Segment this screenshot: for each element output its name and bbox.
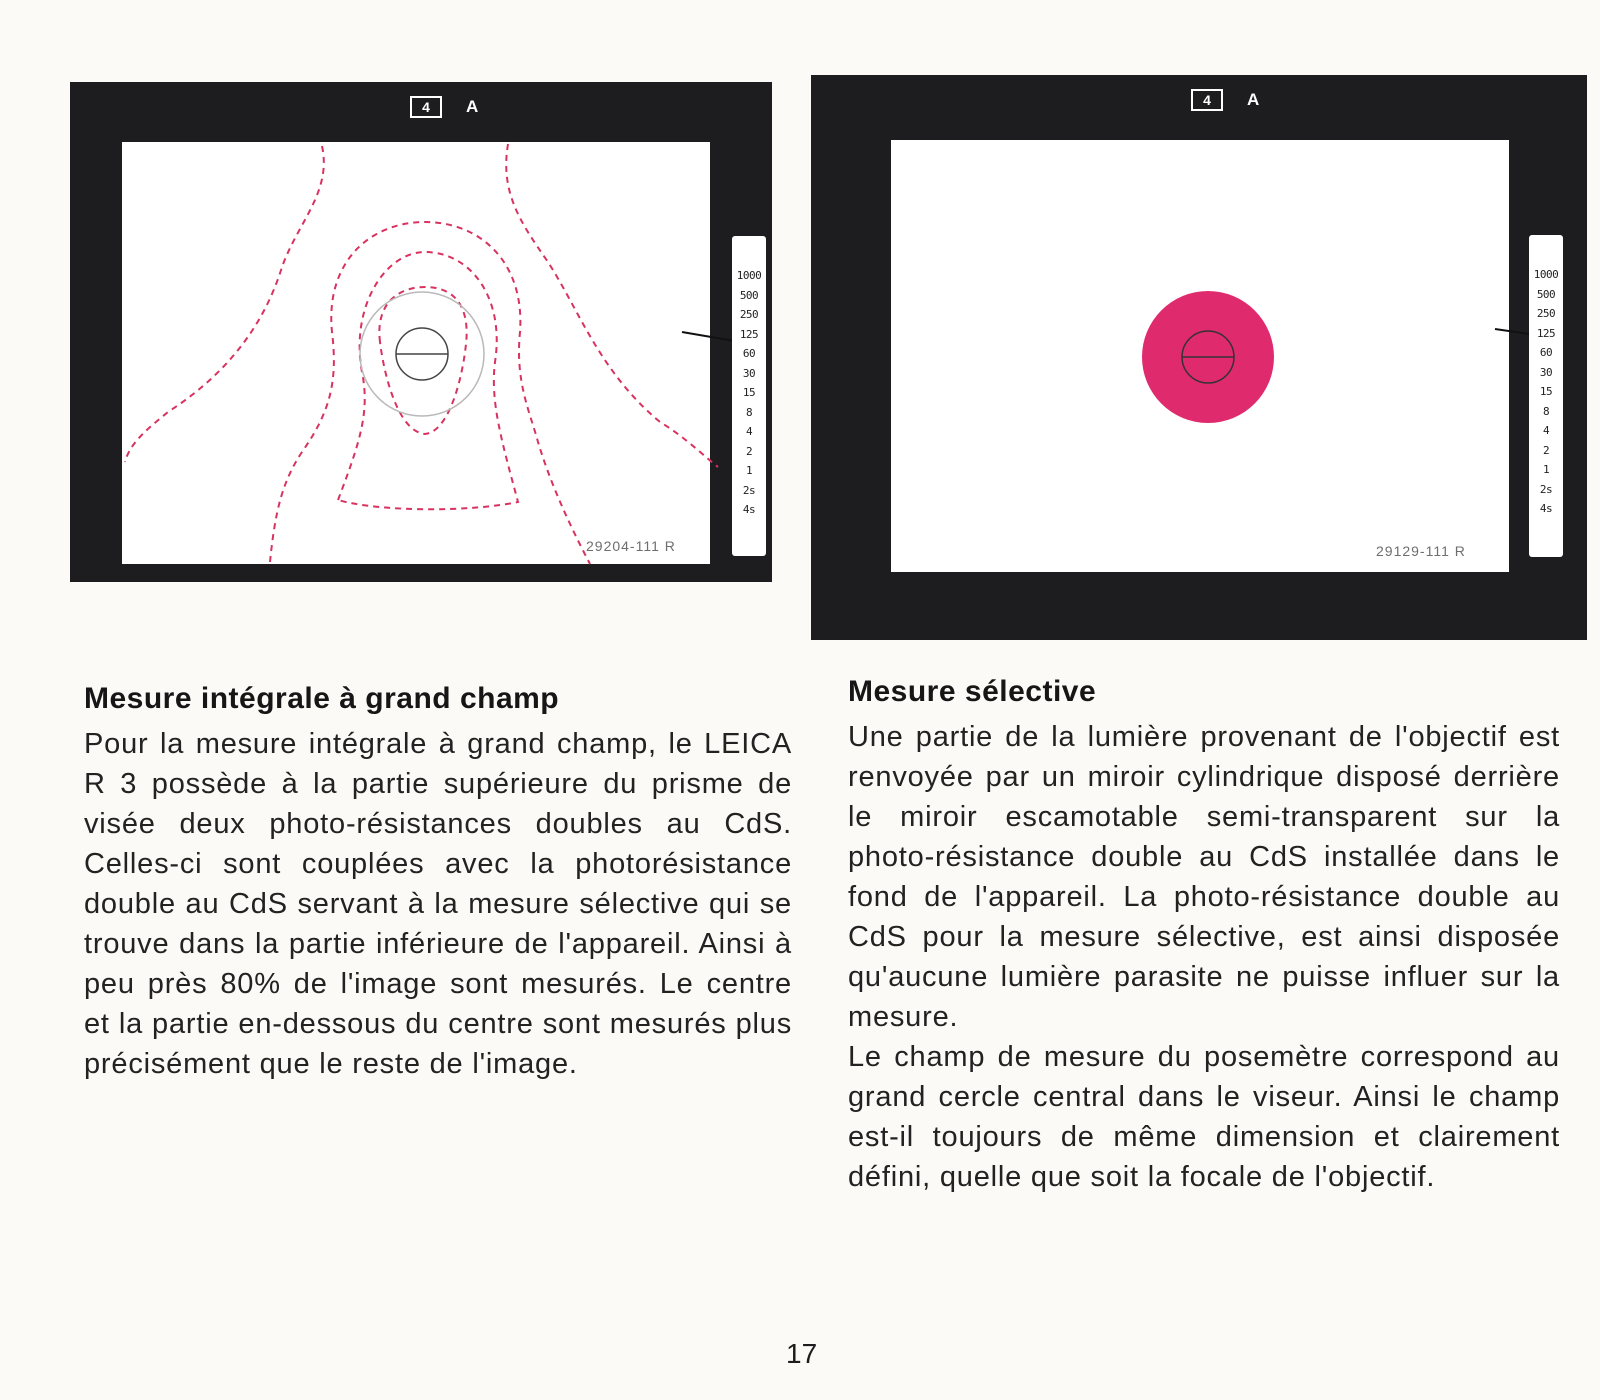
shutter-speed-value: 30 [742,366,756,380]
shutter-speed-value: 4 [1542,424,1550,437]
selective-metering-viewfinder [811,75,1587,640]
shutter-speed-scale [1529,235,1563,557]
viewfinder-image-area [122,142,710,564]
shutter-speed-value: 500 [739,288,759,302]
section-heading: Mesure sélective [848,675,1097,708]
shutter-speed-value: 2s [1539,482,1553,496]
shutter-speed-value: 60 [1539,346,1553,359]
shutter-speed-scale [732,236,766,556]
shutter-speed-value: 15 [742,386,756,399]
selective-metering-section [848,675,1560,1197]
shutter-speed-value: 1 [745,464,753,477]
section-body-paragraph-1: Une partie de la lumière provenant de l'objectif est renvoyée par un miroir cylindrique disposé derrière le miroir escamotable semi-transparent sur la photo-résistance double au CdS installée dans le fond de l'appareil. La photo-résistance double au CdS pour la mesure sélective, est ainsi disposée qu'aucune lumière parasite ne puisse influer sur la mesure. [848,721,1560,1033]
shutter-speed-value: 1 [1542,463,1550,476]
flash-ready-icon: 4 [1191,89,1223,111]
section-body-paragraph-2: Le champ de mesure du posemètre correspond au grand cercle central dans le viseur. Ainsi le champ est-il toujours de même dimension et clairement défini, quelle que soit la focale de l'objectif. [848,1041,1560,1193]
selective-metering-field [811,75,1587,640]
page-number: 17 [786,1338,818,1369]
shutter-speed-value: 60 [742,347,756,360]
shutter-speed-value: 2s [742,483,756,497]
viewfinder-top-display [1191,89,1259,111]
section-body: Pour la mesure intégrale à grand champ, le LEICA R 3 possède à la partie supérieure du prisme de visée deux photo-résistances doubles au CdS. Celles-ci sont couplées avec la photorésistance double au CdS servant à la mesure sélective qui se trouve dans la partie inférieure de l'appareil. Ainsi à peu près 80% de l'image sont mesurés. Le centre et la partie en-dessous du centre sont mesurés plus précisément que le reste de l'image. [84,728,792,1080]
integral-metering-viewfinder [70,82,772,582]
integral-metering-field [70,82,772,582]
shutter-speed-value: 2 [1542,443,1550,457]
section-heading: Mesure intégrale à grand champ [84,682,560,715]
shutter-speed-value: 250 [739,308,759,321]
exposure-mode-indicator: A [466,97,479,116]
flash-ready-icon: 4 [410,96,442,118]
shutter-speed-value: 1000 [736,269,762,282]
shutter-speed-value: 250 [1536,307,1556,320]
shutter-speed-value: 2 [745,444,753,458]
integral-metering-section [84,682,792,1084]
shutter-speed-value: 125 [739,327,759,341]
shutter-speed-value: 15 [1539,385,1553,398]
shutter-speed-value: 500 [1536,287,1556,301]
shutter-speed-value: 4s [1539,502,1553,515]
shutter-speed-value: 8 [1542,404,1550,418]
shutter-speed-value: 4s [742,503,756,516]
shutter-speed-value: 30 [1539,365,1553,379]
shutter-speed-value: 8 [745,405,753,419]
viewfinder-top-display [410,96,478,118]
shutter-speed-value: 4 [745,425,753,438]
shutter-speed-value: 1000 [1533,268,1559,281]
figure-code: 29204-111 R [586,538,676,554]
shutter-speed-value: 125 [1536,326,1556,340]
exposure-mode-indicator: A [1247,90,1260,109]
figure-code: 29129-111 R [1376,543,1466,559]
